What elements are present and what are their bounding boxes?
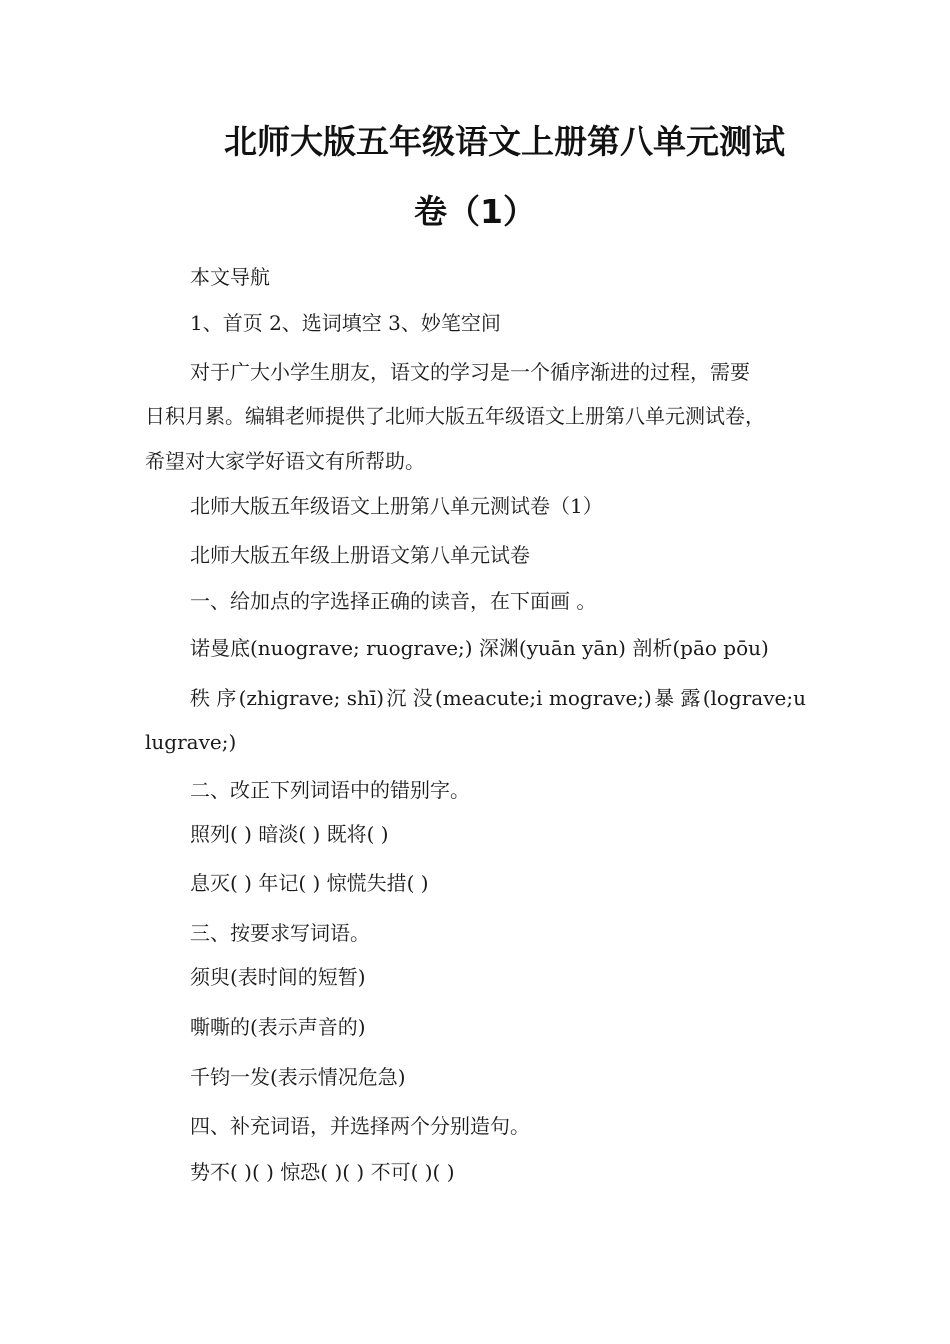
q2-line-2: 息灭( ) 年记( ) 惊慌失措( ) [190,871,429,895]
q1-word-3: 暴 露 [654,686,701,710]
q4-heading: 四、补充词语，并选择两个分别造句。 [190,1114,530,1138]
nav-links: 1、首页 2、选词填空 3、妙笔空间 [190,311,501,335]
q2-line-1: 照列( ) 暗淡( ) 既将( ) [190,822,389,846]
q1-pinyin-2: (meacute;i mograve;) [434,686,652,710]
q1-pinyin-3: (lograve;u [702,686,806,710]
q1-pinyin-1: (zhigrave; shī) [238,686,385,710]
q4-line-1: 势不( )( ) 惊恐( )( ) 不可( )( ) [190,1160,455,1184]
q1-word-1: 秩 序 [190,686,237,710]
subtitle-2: 北师大版五年级上册语文第八单元试卷 [190,543,530,567]
intro-line-1: 对于广大小学生朋友，语文的学习是一个循序渐进的过程，需要 [190,360,750,384]
q1-line-3: lugrave;) [145,730,237,754]
intro-line-2: 日积月累。编辑老师提供了北师大版五年级语文上册第八单元测试卷， [145,404,765,428]
q1-line-2 [190,685,806,711]
intro-line-3: 希望对大家学好语文有所帮助。 [145,449,425,473]
document-title-line1: 北师大版五年级语文上册第八单元测试 [224,122,785,161]
subtitle-1: 北师大版五年级语文上册第八单元测试卷（1） [190,494,603,518]
q1-word-2: 沉 没 [386,686,433,710]
q2-heading: 二、改正下列词语中的错别字。 [190,778,470,802]
q3-line-2: 嘶嘶的(表示声音的) [190,1015,366,1039]
q1-heading: 一、给加点的字选择正确的读音，在下面画 。 [190,589,597,613]
q3-heading: 三、按要求写词语。 [190,921,370,945]
nav-heading: 本文导航 [190,265,270,289]
q3-line-3: 千钧一发(表示情况危急) [190,1065,406,1089]
q1-line-1: 诺曼底(nuograve; ruograve;) 深渊(yuān yān) 剖析(pāo pōu) [190,636,769,660]
document-title-line2: 卷（1） [414,192,536,231]
q3-line-1: 须臾(表时间的短暂) [190,965,366,989]
